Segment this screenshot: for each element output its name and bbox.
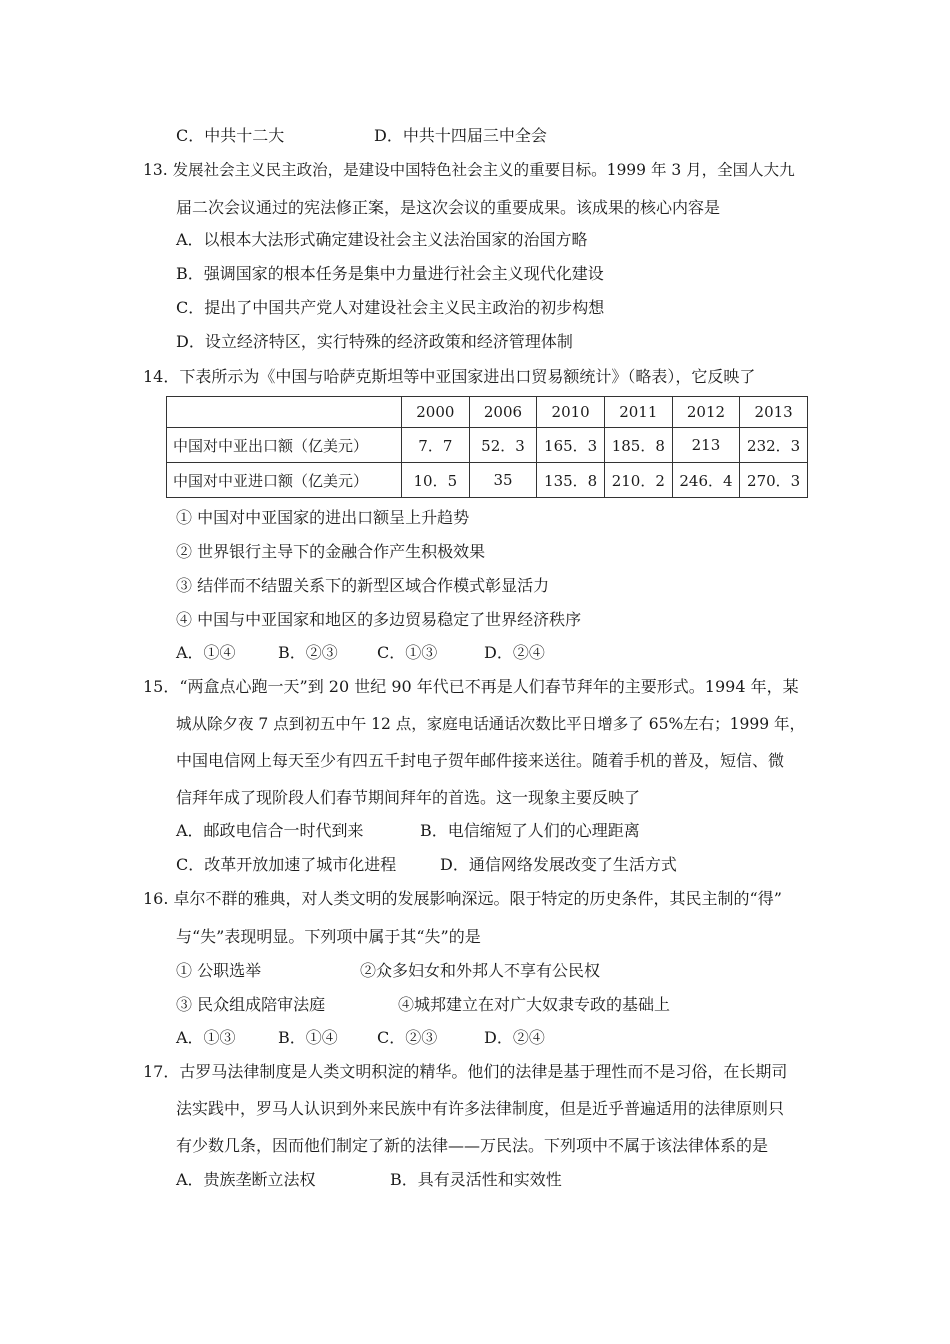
year-cell: 2006 [469,397,537,428]
q16-stem-line-1: 16. 卓尔不群的雅典，对人类文明的发展影响深远。限于特定的历史条件，其民主制的“得” [143,889,782,908]
q16-option-a: A．①③ [176,1028,236,1047]
q17-option-a: A．贵族垄断立法权 [176,1170,316,1189]
table-corner-cell [167,397,402,428]
row-label-export: 中国对中亚出口额（亿美元） [167,428,402,463]
q13-stem-line-2: 届二次会议通过的宪法修正案，是这次会议的重要成果。该成果的核心内容是 [176,198,721,217]
value-cell: 213 [672,428,740,463]
value-cell: 246．4 [672,463,740,498]
q15-option-c: C．改革开放加速了城市化进程 [176,855,397,874]
q16-stem-line-2: 与“失”表现明显。下列项中属于其“失”的是 [176,927,481,946]
year-cell: 2011 [604,397,672,428]
value-cell: 210．2 [604,463,672,498]
q14-item-1: ① 中国对中亚国家的进出口额呈上升趋势 [176,508,470,527]
q15-option-a: A．邮政电信合一时代到来 [176,821,364,840]
q15-stem-line-3: 中国电信网上每天至少有四五千封电子贺年邮件接来送往。随着手机的普及，短信、微 [176,751,785,770]
q16-item-4: ④城邦建立在对广大奴隶专政的基础上 [398,995,671,1014]
q13-option-c: C．提出了中国共产党人对建设社会主义民主政治的初步构想 [176,298,605,317]
q13-option-b: B．强调国家的根本任务是集中力量进行社会主义现代化建设 [176,264,604,283]
q14-option-b: B．②③ [278,643,338,662]
year-cell: 2010 [537,397,605,428]
q16-item-1: ① 公职选举 [176,961,262,980]
year-cell: 2013 [740,397,808,428]
q14-item-4: ④ 中国与中亚国家和地区的多边贸易稳定了世界经济秩序 [176,610,582,629]
q16-option-b: B．①④ [278,1028,338,1047]
q15-stem-line-2: 城从除夕夜 7 点到初五中午 12 点，家庭电话通话次数比平日增多了 65%左右；1999 年， [176,715,806,733]
table-header-row [167,397,808,428]
value-cell: 7．7 [402,428,470,463]
q16-item-3: ③ 民众组成陪审法庭 [176,995,326,1014]
q14-option-a: A．①④ [176,643,236,662]
q13-option-d: D．设立经济特区，实行特殊的经济政策和经济管理体制 [176,332,573,351]
value-cell: 270．3 [740,463,808,498]
q17-stem-line-1: 17．古罗马法律制度是人类文明积淀的精华。他们的法律是基于理性而不是习俗，在长期司 [143,1062,788,1081]
value-cell: 232．3 [740,428,808,463]
q17-option-b: B．具有灵活性和实效性 [390,1170,562,1189]
q12-option-c: C．中共十二大 [176,126,285,145]
q14-option-d: D．②④ [484,643,545,662]
q16-option-c: C．②③ [377,1028,438,1047]
q13-stem-line-1: 13. 发展社会主义民主政治，是建设中国特色社会主义的重要目标。1999 年 3 月，全国人大九 [143,161,795,179]
q17-stem-line-3: 有少数几条，因而他们制定了新的法律——万民法。下列项中不属于该法律体系的是 [176,1136,769,1155]
q16-item-2: ②众多妇女和外邦人不享有公民权 [360,961,601,980]
value-cell: 35 [469,463,537,498]
q14-option-c: C．①③ [377,643,438,662]
value-cell: 52．3 [469,428,537,463]
q15-stem-line-1: 15．“两盒点心跑一天”到 20 世纪 90 年代已不再是人们春节拜年的主要形式。1994 年，某 [143,677,799,696]
q17-stem-line-2: 法实践中，罗马人认识到外来民族中有许多法律制度，但是近乎普遍适用的法律原则只 [176,1099,785,1118]
year-cell: 2012 [672,397,740,428]
q13-option-a: A．以根本大法形式确定建设社会主义法治国家的治国方略 [176,230,588,249]
value-cell: 165．3 [537,428,605,463]
year-cell: 2000 [402,397,470,428]
q15-option-b: B．电信缩短了人们的心理距离 [420,821,640,840]
q12-option-d: D．中共十四届三中全会 [374,126,547,145]
q14-item-3: ③ 结伴而不结盟关系下的新型区域合作模式彰显活力 [176,576,550,595]
value-cell: 10．5 [402,463,470,498]
row-label-import: 中国对中亚进口额（亿美元） [167,463,402,498]
trade-table [166,396,808,498]
table-row-import [167,463,808,498]
value-cell: 135．8 [537,463,605,498]
q14-stem: 14．下表所示为《中国与哈萨克斯坦等中亚国家进出口贸易额统计》（略表），它反映了 [143,367,756,386]
value-cell: 185．8 [604,428,672,463]
q14-item-2: ② 世界银行主导下的金融合作产生积极效果 [176,542,486,561]
q15-option-d: D．通信网络发展改变了生活方式 [440,855,677,874]
q15-stem-line-4: 信拜年成了现阶段人们春节期间拜年的首选。这一现象主要反映了 [176,788,641,807]
q16-option-d: D．②④ [484,1028,545,1047]
table-row-export [167,428,808,463]
